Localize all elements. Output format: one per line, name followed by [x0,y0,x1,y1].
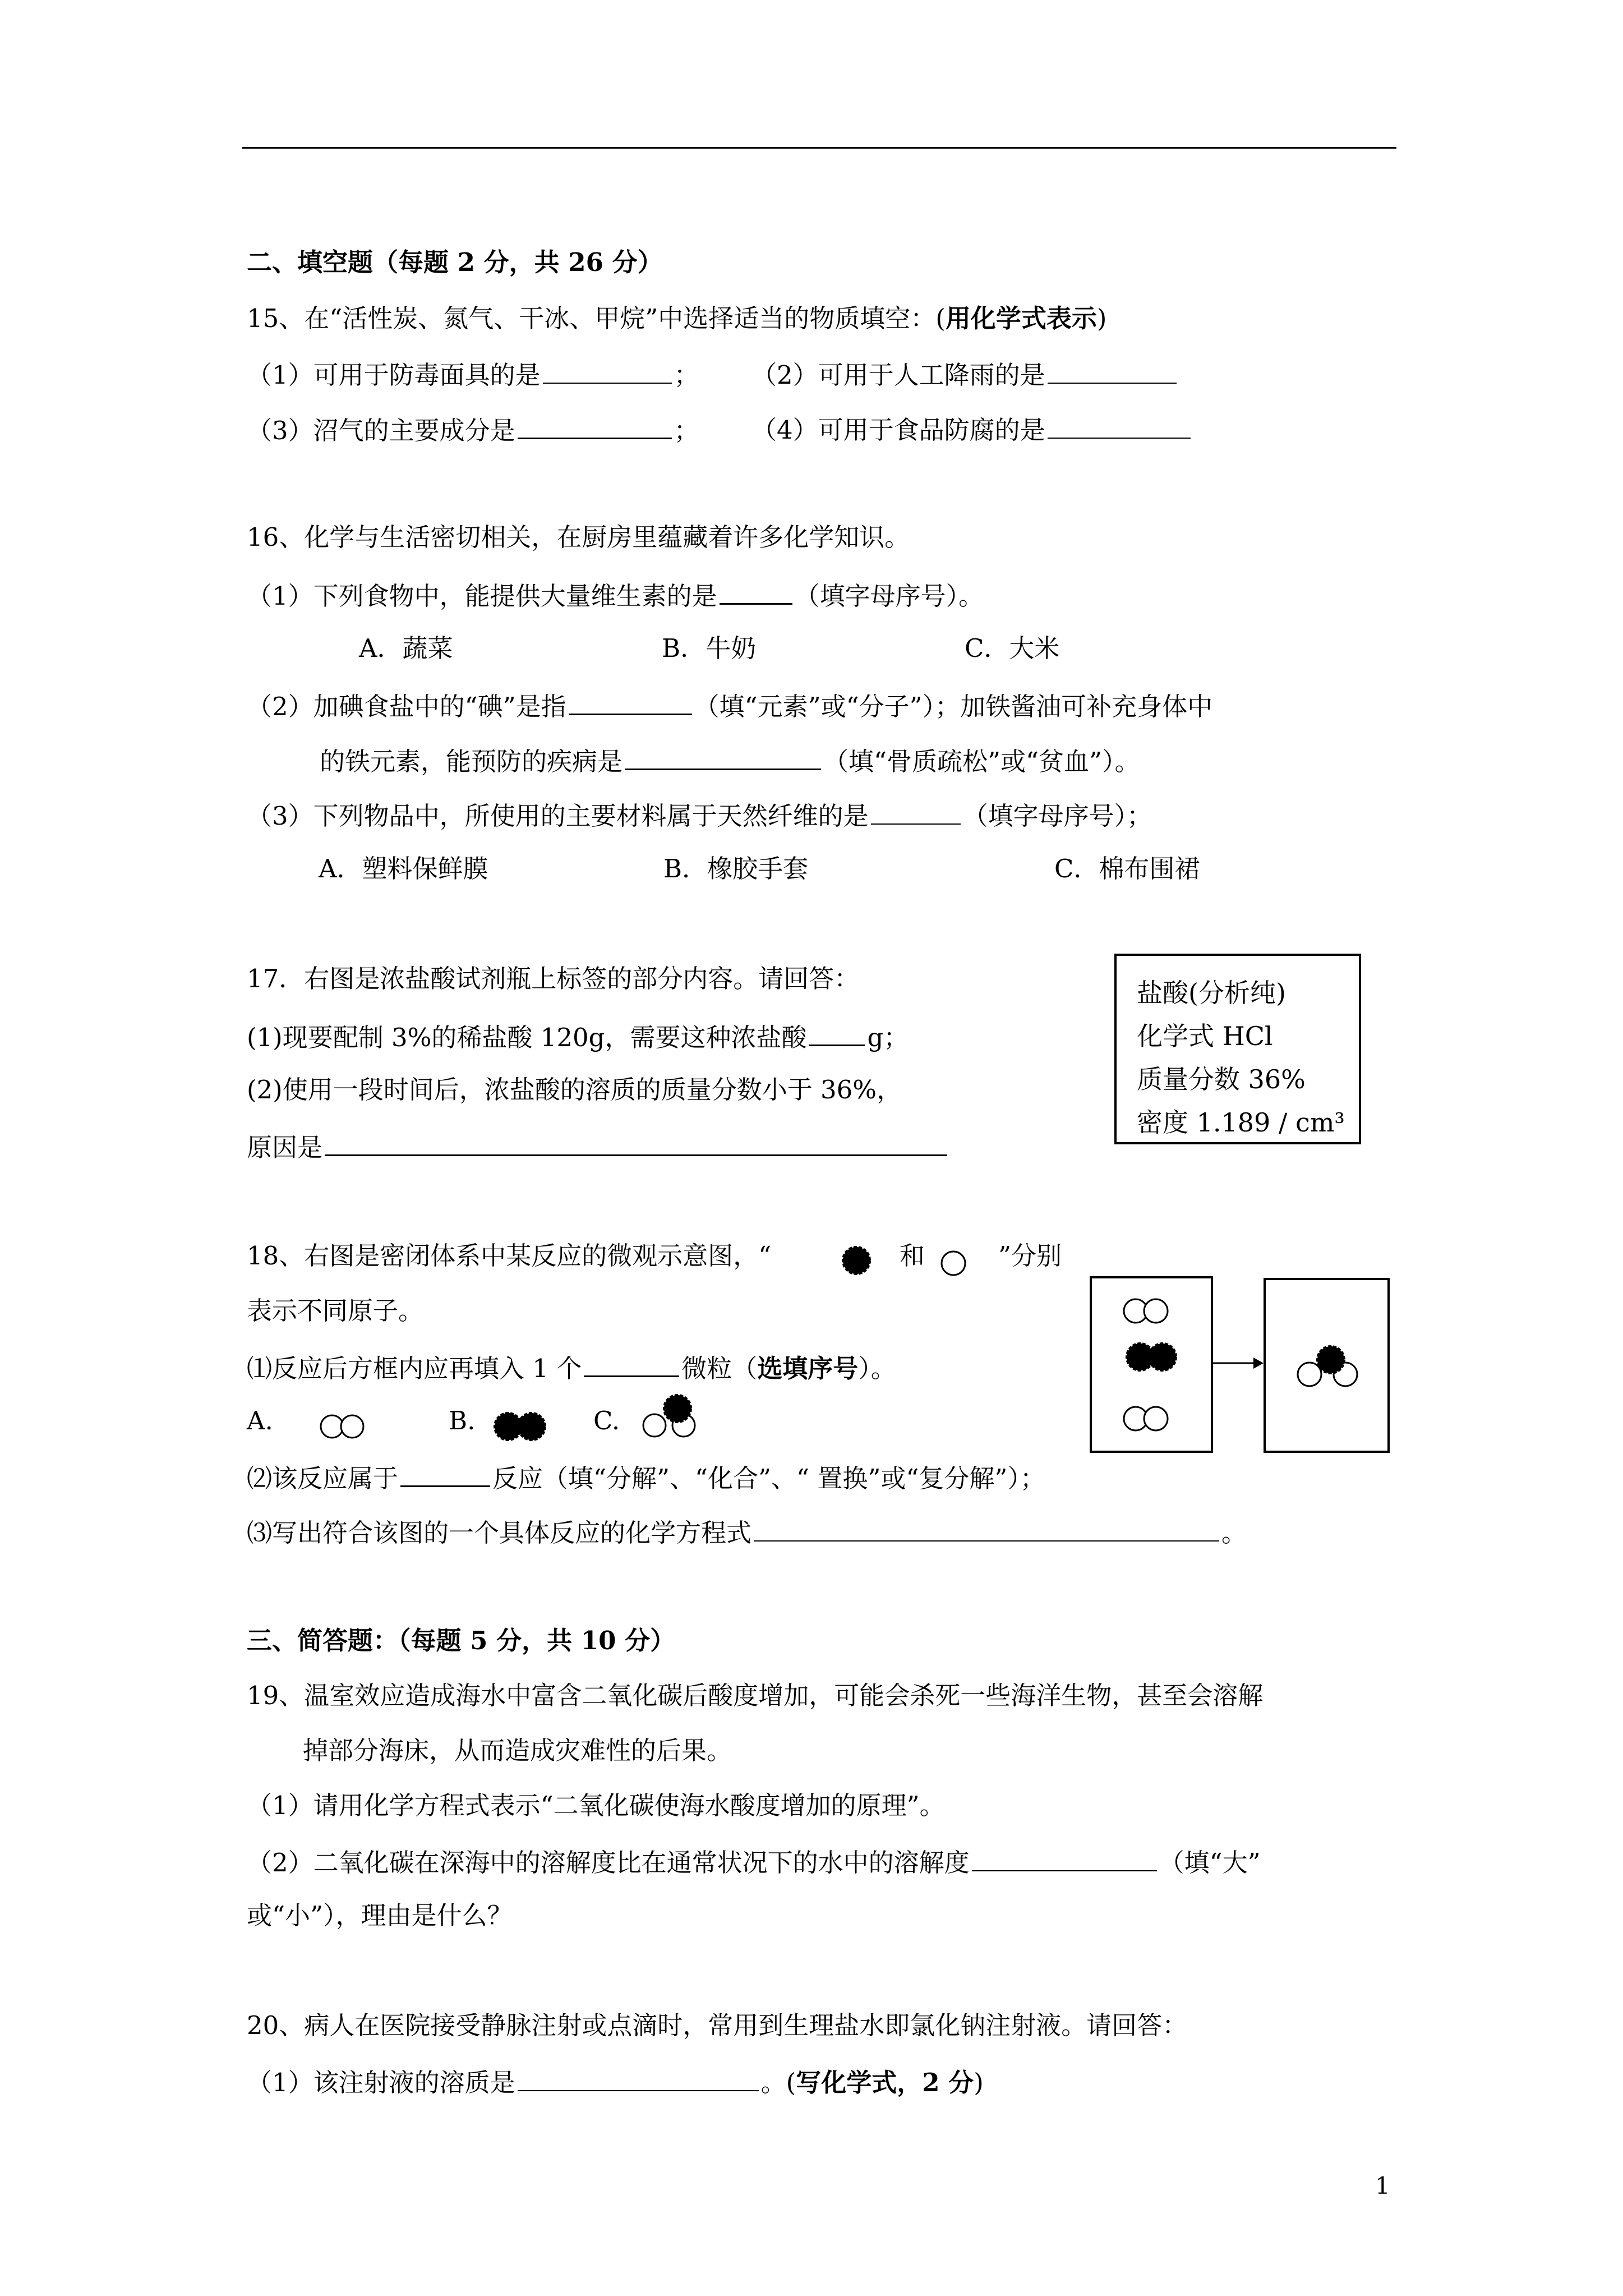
section-2-heading: 二、填空题（每题 2 分，共 26 分） [247,247,663,277]
q18-p3-end: 。 [1221,1518,1247,1548]
q17-p1 [247,1022,909,1050]
q15-stem-bold: 用化学式表示 [945,303,1097,333]
q20-p1-close: ) [974,2068,984,2097]
q18-stem-line2: 表示不同原子。 [247,1296,424,1326]
q19-stem: 19、温室效应造成海水中富含二氧化碳后酸度增加，可能会杀死一些海洋生物，甚至会溶解 [247,1681,1264,1710]
white-atom-icon [940,1250,969,1279]
q15-stem [247,303,1107,333]
q18-p1 [247,1353,896,1381]
q19-p2-blank[interactable] [972,1848,1157,1871]
q15-stem-prefix: 15、在“活性炭、氮气、干冰、甲烷”中选择适当的物质填空：( [247,303,946,333]
q16-p1-blank[interactable] [720,581,792,605]
q16-p1 [247,581,984,609]
q16-p1-end: （填字母序号）。 [794,581,984,611]
q18-p1-bold: 选填序号 [757,1354,859,1383]
section-3-heading: 三、简答题：（每题 5 分，共 10 分） [247,1626,676,1655]
q15-stem-suffix: ) [1096,303,1107,333]
q15-p2 [751,360,1179,388]
q18-p2-text: ⑵该反应属于 [247,1464,399,1493]
q16-p2-line2-text: 的铁元素，能预防的疾病是 [320,747,623,776]
q20-stem: 20、病人在医院接受静脉注射或点滴时，常用到生理盐水即氯化钠注射液。请回答： [247,2010,1188,2040]
q15-p3-end: ； [674,416,699,445]
q18-p3-text: ⑶写出符合该图的一个具体反应的化学方程式 [247,1518,752,1548]
q15-p2-blank[interactable] [1048,360,1177,384]
reactants-molecules-icon [1090,1276,1213,1453]
q16-p2-text: （2）加碘食盐中的“碘”是指 [247,692,566,721]
q18-option-b-label: B. [449,1406,476,1435]
q15-p3-text: （3）沼气的主要成分是 [247,416,515,445]
q15-p3-blank[interactable] [518,415,672,439]
q17-p1-end: g； [867,1023,909,1052]
q16-p1-option-a: A．蔬菜 [359,633,453,663]
header-rule [242,147,1396,149]
q18-stem-b: ”分别 [998,1241,1062,1271]
q16-p2-line2-blank[interactable] [625,746,821,770]
q16-p3-blank[interactable] [871,801,961,825]
q17-p1-text: (1)现要配制 3%的稀盐酸 120g，需要这种浓盐酸 [247,1023,807,1052]
q16-p2-line2 [320,746,1140,774]
q20-p1-end: 。( [760,2068,796,2097]
q16-p3-option-b: B．橡胶手套 [663,854,809,884]
q18-option-c-label: C. [593,1406,620,1435]
label-line-formula: 化学式 HCl [1137,1021,1273,1051]
q20-p1 [247,2068,984,2095]
q18-stem-and: 和 [900,1241,925,1271]
q15-p4-blank[interactable] [1048,415,1191,439]
label-line-name: 盐酸(分析纯) [1137,978,1286,1008]
q15-p1-text: （1）可用于防毒面具的是 [247,360,541,390]
q15-p1-blank[interactable] [543,360,672,384]
q20-p1-text: （1）该注射液的溶质是 [247,2068,515,2097]
q16-p3-option-c: C．棉布围裙 [1054,854,1200,884]
q18-p3-blank[interactable] [754,1518,1219,1542]
q16-p3 [247,801,1152,829]
q15-p3 [247,415,699,443]
q18-p1-blank[interactable] [584,1353,679,1377]
q16-p2-blank[interactable] [569,691,692,715]
q16-p2-line2-end: （填“骨质疏松”或“贫血”）。 [823,747,1140,776]
q17-stem: 17．右图是浓盐酸试剂瓶上标签的部分内容。请回答： [247,964,860,993]
q18-stem-a: 18、右图是密闭体系中某反应的微观示意图，“ [247,1241,772,1271]
q16-p2-end: （填“元素”或“分子”）；加铁酱油可补充身体中 [694,692,1213,721]
q18-p1-text: ⑴反应后方框内应再填入 1 个 [247,1354,582,1383]
q16-stem: 16、化学与生活密切相关，在厨房里蕴藏着许多化学知识。 [247,522,910,552]
q15-p4 [751,415,1193,443]
q16-p2 [247,691,1212,719]
q16-p1-option-b: B．牛奶 [662,633,757,663]
q15-p2-text: （2）可用于人工降雨的是 [751,360,1045,390]
option-b-molecule-icon [491,1411,559,1442]
q18-p2-end: 反应（填“分解”、“化合”、“ 置换”或“复分解”）； [492,1464,1045,1493]
q16-p3-end: （填字母序号）； [962,801,1152,831]
q16-p1-text: （1）下列食物中，能提供大量维生素的是 [247,581,717,611]
q20-p1-blank[interactable] [518,2068,759,2091]
q15-p4-text: （4）可用于食品防腐的是 [751,415,1045,445]
q17-p2-line2-text: 原因是 [247,1133,323,1162]
reagent-label-box [1114,954,1361,1144]
label-line-mass-fraction: 质量分数 36% [1137,1064,1306,1094]
q18-p1-end: ）。 [858,1354,896,1383]
q17-p2: (2)使用一段时间后，浓盐酸的溶质的质量分数小于 36%， [247,1075,902,1105]
q19-p2-text: （2）二氧化碳在深海中的溶解度比在通常状况下的水中的溶解度 [247,1848,970,1878]
q16-p3-text: （3）下列物品中，所使用的主要材料属于天然纤维的是 [247,801,869,831]
q19-stem-line2: 掉部分海床，从而造成灾难性的后果。 [303,1736,732,1765]
q19-p1: （1）请用化学方程式表示“二氧化碳使海水酸度增加的原理”。 [247,1791,945,1820]
q18-p3 [247,1518,1247,1548]
q16-p1-option-c: C．大米 [965,633,1060,663]
label-line-density: 密度 1.189 / cm³ [1137,1107,1345,1138]
page-number: 1 [1375,2172,1390,2200]
q19-p2-end: （填“大” [1159,1848,1261,1878]
product-molecule-icon [1264,1278,1390,1453]
option-c-molecule-icon [639,1388,723,1444]
q17-p1-blank[interactable] [809,1022,865,1046]
q15-p1-end: ； [674,360,699,390]
q19-p2-line2: 或“小”），理由是什么？ [247,1901,513,1930]
option-a-molecule-icon [320,1412,376,1441]
q19-p2 [247,1848,1261,1878]
black-atom-icon [841,1243,875,1276]
reaction-arrow-icon [1213,1352,1264,1374]
q17-p2-line2 [247,1132,949,1160]
q18-option-a-label: A. [247,1406,273,1435]
q18-p2-blank[interactable] [400,1463,490,1487]
q20-p1-bold: 写化学式，2 分 [796,2068,974,2097]
q16-p3-option-a: A．塑料保鲜膜 [319,854,488,884]
q17-reason-blank[interactable] [325,1132,947,1156]
q18-p1-mid: 微粒（ [681,1354,758,1383]
q18-p2 [247,1463,1045,1491]
q15-p1 [247,360,699,388]
